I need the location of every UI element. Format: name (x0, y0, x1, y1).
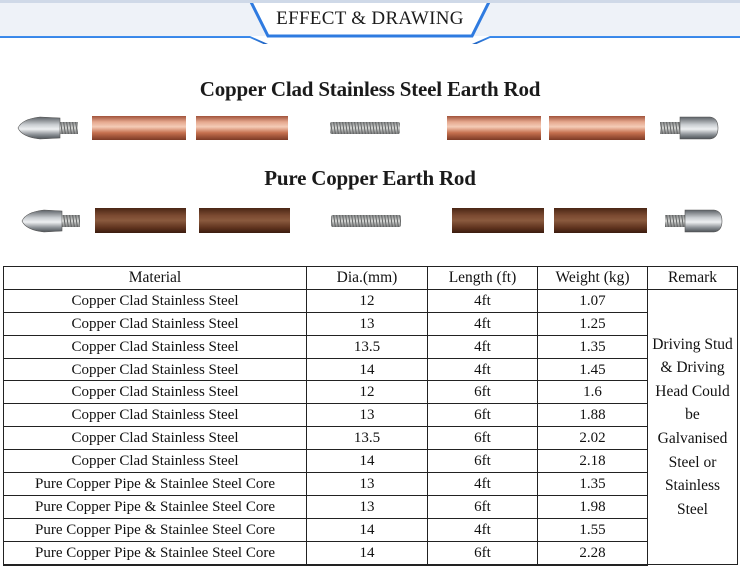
cell-length: 6ft (428, 495, 538, 518)
cell-length: 4ft (428, 518, 538, 541)
cell-length: 4ft (428, 358, 538, 381)
driving-spike (22, 210, 80, 232)
pure-copper-rod-segment (452, 208, 544, 233)
cell-length: 6ft (428, 541, 538, 564)
table-row (4, 358, 738, 381)
cell-weight: 1.25 (538, 312, 648, 335)
col-header-diameter: Dia.(mm) (307, 267, 428, 290)
driving-head (660, 117, 718, 139)
col-header-material: Material (4, 267, 307, 290)
cell-weight: 1.35 (538, 473, 648, 496)
col-header-remark: Remark (648, 267, 738, 290)
spec-table (3, 266, 738, 566)
section-title-copper-clad: Copper Clad Stainless Steel Earth Rod (199, 77, 541, 101)
cell-diameter: 12 (307, 289, 428, 312)
coupler-stud (330, 122, 400, 134)
cell-material: Pure Copper Pipe & Stainlee Steel Core (4, 518, 307, 541)
cell-weight: 1.35 (538, 335, 648, 358)
cell-length: 6ft (428, 427, 538, 450)
cell-length: 4ft (428, 289, 538, 312)
cell-material: Copper Clad Stainless Steel (4, 335, 307, 358)
header-banner (0, 0, 740, 44)
cell-material: Copper Clad Stainless Steel (4, 358, 307, 381)
cell-weight: 2.02 (538, 427, 648, 450)
cell-weight: 2.18 (538, 450, 648, 473)
cell-length: 6ft (428, 404, 538, 427)
cell-material: Copper Clad Stainless Steel (4, 450, 307, 473)
cell-diameter: 14 (307, 541, 428, 564)
cell-diameter: 13 (307, 495, 428, 518)
pure-copper-rod-segment (95, 208, 186, 233)
cell-diameter: 13 (307, 404, 428, 427)
cell-material: Copper Clad Stainless Steel (4, 289, 307, 312)
table-row (4, 518, 738, 541)
cell-weight: 1.45 (538, 358, 648, 381)
copper-clad-rod-segment (447, 116, 541, 140)
cell-length: 6ft (428, 450, 538, 473)
cell-remark: Driving Stud & Driving Head Could be Galvanised Steel or Stainless Steel (648, 289, 738, 564)
cell-diameter: 14 (307, 450, 428, 473)
table-row (4, 450, 738, 473)
cell-diameter: 14 (307, 518, 428, 541)
cell-length: 4ft (428, 473, 538, 496)
driving-head (665, 210, 722, 232)
section-title-pure-copper: Pure Copper Earth Rod (264, 166, 476, 190)
cell-material: Copper Clad Stainless Steel (4, 427, 307, 450)
cell-diameter: 12 (307, 381, 428, 404)
table-row (4, 312, 738, 335)
cell-diameter: 13.5 (307, 427, 428, 450)
cell-weight: 2.28 (538, 541, 648, 564)
col-header-weight: Weight (kg) (538, 267, 648, 290)
cell-material: Pure Copper Pipe & Stainlee Steel Core (4, 541, 307, 564)
cell-weight: 1.07 (538, 289, 648, 312)
cell-weight: 1.98 (538, 495, 648, 518)
cell-diameter: 13 (307, 312, 428, 335)
cell-weight: 1.88 (538, 404, 648, 427)
cell-diameter: 13 (307, 473, 428, 496)
table-row (4, 381, 738, 404)
copper-clad-rod-segment (92, 116, 186, 140)
copper-clad-rod-segment (196, 116, 288, 140)
copper-clad-rod-drawing (0, 107, 740, 147)
copper-clad-rod-parts (0, 107, 740, 147)
pure-copper-rod-segment (199, 208, 290, 233)
table-row (4, 473, 738, 496)
cell-weight: 1.55 (538, 518, 648, 541)
driving-spike (18, 117, 78, 139)
table-header-row (4, 267, 738, 290)
cell-material: Copper Clad Stainless Steel (4, 381, 307, 404)
table-row (4, 335, 738, 358)
table-row (4, 427, 738, 450)
cell-length: 4ft (428, 312, 538, 335)
pure-copper-rod-drawing (0, 200, 740, 240)
copper-clad-rod-segment (549, 116, 645, 140)
table-row (4, 289, 738, 312)
cell-material: Pure Copper Pipe & Stainlee Steel Core (4, 473, 307, 496)
cell-material: Copper Clad Stainless Steel (4, 312, 307, 335)
cell-length: 6ft (428, 381, 538, 404)
banner-title: EFFECT & DRAWING (276, 8, 464, 29)
pure-copper-rod-segment (554, 208, 647, 233)
table-row (4, 541, 738, 564)
table-row (4, 495, 738, 518)
coupler-stud (331, 215, 401, 227)
col-header-length: Length (ft) (428, 267, 538, 290)
cell-material: Pure Copper Pipe & Stainlee Steel Core (4, 495, 307, 518)
pure-copper-rod-parts (0, 200, 740, 240)
cell-weight: 1.6 (538, 381, 648, 404)
cell-diameter: 14 (307, 358, 428, 381)
table-row (4, 404, 738, 427)
cell-length: 4ft (428, 335, 538, 358)
cell-diameter: 13.5 (307, 335, 428, 358)
cell-material: Copper Clad Stainless Steel (4, 404, 307, 427)
